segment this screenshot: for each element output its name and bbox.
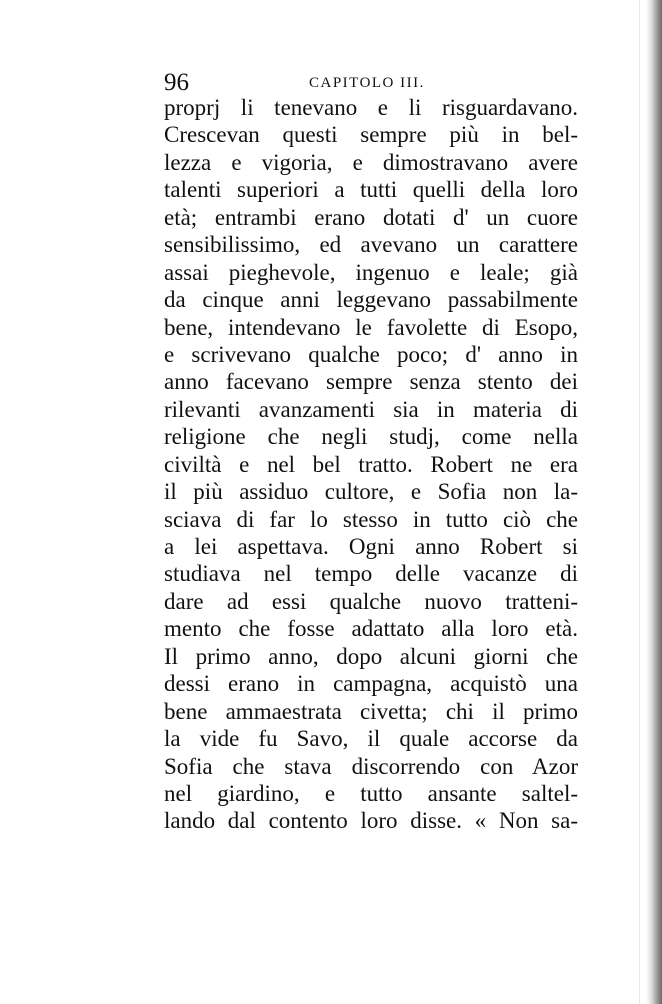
text-line: religione che negli studj, come nella — [164, 424, 578, 450]
text-line: il più assiduo cultore, e Sofia non la- — [164, 479, 578, 505]
text-line: anno facevano sempre senza stento dei — [164, 369, 578, 395]
text-line: Crescevan questi sempre più in bel- — [164, 122, 578, 148]
text-line: bene ammaestrata civetta; chi il primo — [164, 698, 578, 724]
text-line: nel giardino, e tutto ansante saltel- — [164, 780, 578, 806]
text-line: Sofia che stava discorrendo con Azor — [164, 753, 578, 779]
text-line: da cinque anni leggevano passabilmente — [164, 287, 578, 313]
text-line: età; entrambi erano dotati d' un cuore — [164, 204, 578, 230]
text-line: proprj li tenevano e li risguardavano. — [164, 95, 578, 120]
text-line: studiava nel tempo delle vacanze di — [164, 561, 578, 587]
text-line: a lei aspettava. Ogni anno Robert si — [164, 534, 578, 559]
text-line: sensibilissimo, ed avevano un carattere — [164, 232, 578, 258]
text-line: civiltà e nel bel tratto. Robert ne era — [164, 451, 578, 477]
text-line: assai pieghevole, ingenuo e leale; già — [164, 259, 578, 285]
text-line: dessi erano in campagna, acquistò una — [164, 671, 578, 697]
page-number: 96 — [164, 69, 189, 96]
text-line: rilevanti avanzamenti sia in materia di — [164, 396, 578, 422]
page-edge-shadow — [646, 0, 662, 1004]
text-line: talenti superiori a tutti quelli della loro — [164, 177, 578, 203]
text-line: dare ad essi qualche nuovo tratteni- — [164, 588, 578, 614]
text-line: mento che fosse adattato alla loro età. — [164, 616, 578, 642]
text-line: e scrivevano qualche poco; d' anno in — [164, 341, 578, 367]
text-line: bene, intendevano le favolette di Esopo, — [164, 314, 578, 340]
body-text — [164, 94, 578, 835]
text-line: sciava di far lo stesso in tutto ciò che — [164, 506, 578, 532]
text-line: lezza e vigoria, e dimostravano avere — [164, 149, 578, 175]
page-fold-line — [639, 0, 640, 1004]
text-line: lando dal contento loro disse. « Non sa- — [164, 808, 578, 834]
text-line: la vide fu Savo, il quale accorse da — [164, 726, 578, 752]
text-line: Il primo anno, dopo alcuni giorni che — [164, 643, 578, 669]
running-head: CAPITOLO III. — [309, 75, 425, 91]
